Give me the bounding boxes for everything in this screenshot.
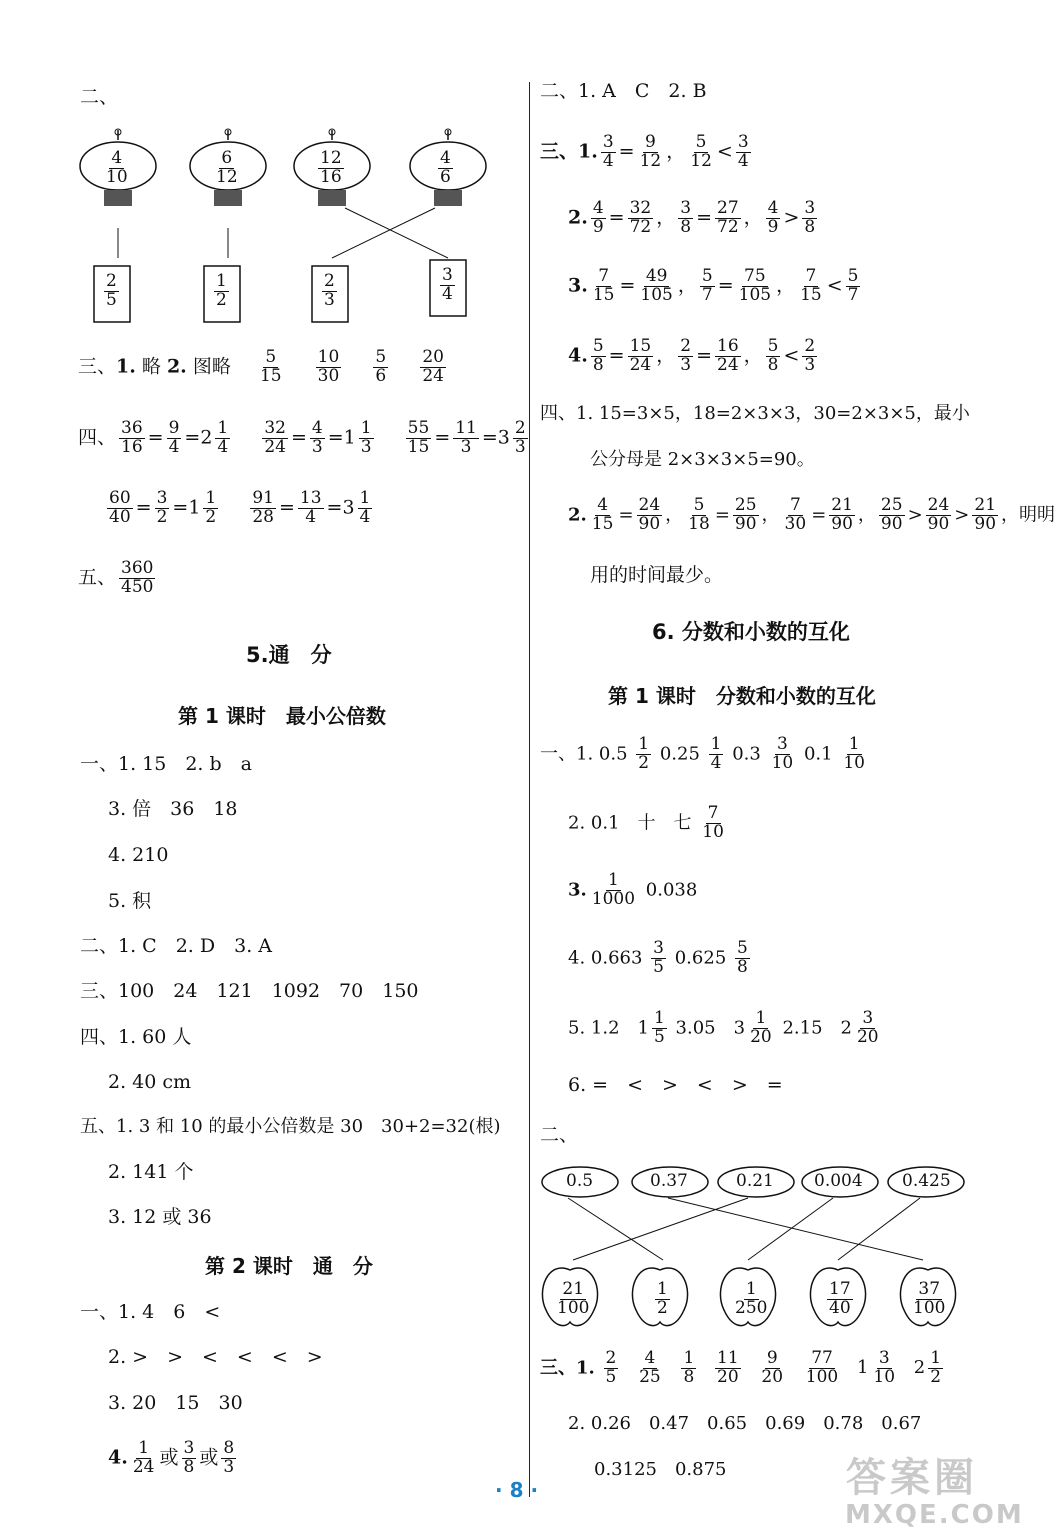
lantern-frac-1: $\frac{4}{10}$ (106, 148, 128, 187)
r-line-7: 公分母是 2×3×3×5=90。 (590, 449, 815, 470)
q-line-6: 6. = < > < > = (568, 1074, 783, 1096)
left-line-1: 二、 (80, 86, 119, 108)
q-line-8: 三、1. $\frac{2}{5}$ $\frac{4}{25}$ $\frac{1}{8}$ $\frac{11}{20}$ $\frac{9}{20}$ $\frac{77}{100}$ 1 $\frac{3}{10}$ 2 $\frac{1}{2}$ (540, 1348, 942, 1387)
s1-line-4: 5. 积 (108, 890, 152, 912)
oval-4: 0.004 (814, 1171, 863, 1191)
s1-line-1: 一、1. 15 2. b a (80, 753, 253, 775)
left-line-6: 五、 $\frac{360}{450}$ (78, 558, 154, 597)
match-line-4 (332, 208, 435, 258)
column-divider (529, 82, 530, 1497)
r-line-2: 三、1. $\frac{3}{4}$ = $\frac{9}{12}$ ， $\frac{5}{12}$ < $\frac{3}{4}$ (540, 132, 749, 171)
s2-line-1: 一、1. 4 6 < (80, 1301, 221, 1323)
s1-line-5: 二、1. C 2. D 3. A (80, 935, 272, 957)
watermark-url: MXQE.COM (845, 1500, 1024, 1530)
s2-line-2: 2. > > < < < > (108, 1346, 323, 1368)
card-frac-3: $\frac{2}{3}$ (324, 271, 335, 310)
r-line-8: 2. $\frac{4}{15}$ = $\frac{24}{90}$ ， $\frac{5}{18}$ = $\frac{25}{90}$ ， $\frac{7}{30}$ = $\frac{21}{90}$ ， $\frac{25}{90}$ > $\frac{24}{90}$ > $\frac{21}{90}$ ，明明 (568, 495, 1055, 534)
q-line-9: 2. 0.26 0.47 0.65 0.69 0.78 0.67 (568, 1413, 922, 1434)
section-5-title: 5.通 分 (246, 643, 332, 667)
left-line-4: 四、 $\frac{36}{16}$ = $\frac{9}{4}$ =2 $\frac{1}{4}$ $\frac{32}{24}$ = $\frac{4}{3}$ =1 $\frac{1}{3}$ $\frac{55}{15}$ = $\frac{11}{3}$ =3 $\frac{2}{3}$ (78, 418, 526, 457)
card-frac-1: $\frac{2}{5}$ (106, 271, 117, 310)
card-frac-2: $\frac{1}{2}$ (216, 271, 227, 310)
s1-line-2: 3. 倍 36 18 (108, 798, 238, 820)
lantern-matching-diagram (70, 128, 490, 328)
q-line-3: 3. $\frac{1}{1000}$ 0.038 (568, 870, 698, 909)
lesson-6-1-title: 第 1 课时 分数和小数的互化 (608, 684, 876, 708)
q-line-10: 0.3125 0.875 (594, 1459, 727, 1480)
s1-line-9: 五、1. 3 和 10 的最小公倍数是 30 30+2=32(根) (80, 1116, 501, 1137)
s1-line-10: 2. 141 个 (108, 1161, 194, 1183)
q-line-5: 5. 1.2 1 $\frac{1}{5}$ 3.05 3 $\frac{1}{20}$ 2.15 2 $\frac{3}{20}$ (568, 1008, 879, 1047)
q-line-2: 2. 0.1 十 七 $\frac{7}{10}$ (568, 803, 724, 842)
apple-3: $\frac{1}{250}$ (735, 1279, 768, 1318)
oval-1: 0.5 (566, 1171, 594, 1191)
apple-5: $\frac{37}{100}$ (913, 1279, 946, 1318)
r-line-6: 四、1. 15=3×5，18=2×3×3，30=2×3×5，最小 (540, 403, 970, 424)
r-line-4: 3. $\frac{7}{15}$ = $\frac{49}{105}$ ， $\frac{5}{7}$ = $\frac{75}{105}$ ， $\frac{7}{15}$ < $\frac{5}{7}$ (568, 266, 859, 305)
oval-5: 0.425 (902, 1171, 951, 1191)
apple-1: $\frac{21}{100}$ (557, 1279, 590, 1318)
q-line-7: 二、 (540, 1124, 579, 1146)
s1-line-8: 2. 40 cm (108, 1071, 192, 1093)
s1-line-7: 四、1. 60 人 (80, 1026, 192, 1048)
r-line-1: 二、1. A C 2. B (540, 80, 707, 102)
lantern-frac-4: $\frac{4}{6}$ (440, 148, 451, 187)
card-frac-4: $\frac{3}{4}$ (442, 265, 453, 304)
oval-3: 0.21 (736, 1171, 774, 1191)
apple-4: $\frac{17}{40}$ (829, 1279, 851, 1318)
s2-line-3: 3. 20 15 30 (108, 1392, 243, 1414)
lesson-2-title: 第 2 课时 通 分 (205, 1254, 373, 1278)
s1-line-3: 4. 210 (108, 844, 169, 866)
page-number: · 8 · (495, 1478, 539, 1502)
oval-2: 0.37 (650, 1171, 688, 1191)
s1-line-6: 三、100 24 121 1092 70 150 (80, 980, 419, 1002)
lantern-frac-3: $\frac{12}{16}$ (320, 148, 342, 187)
q-line-1: 一、1. 0.5 $\frac{1}{2}$ 0.25 $\frac{1}{4}$ 0.3 $\frac{3}{10}$ 0.1 $\frac{1}{10}$ (540, 734, 865, 773)
match-line-3 (345, 208, 448, 258)
lesson-1-title: 第 1 课时 最小公倍数 (178, 704, 386, 728)
r-line-3: 2. $\frac{4}{9}$ = $\frac{32}{72}$ ， $\frac{3}{8}$ = $\frac{27}{72}$ ， $\frac{4}{9}$ > $\frac{3}{8}$ (568, 198, 816, 237)
apple-2: $\frac{1}{2}$ (657, 1279, 668, 1318)
section-6-title: 6. 分数和小数的互化 (652, 620, 850, 644)
r-line-5: 4. $\frac{5}{8}$ = $\frac{15}{24}$ ， $\frac{2}{3}$ = $\frac{16}{24}$ ， $\frac{5}{8}$ < $\frac{2}{3}$ (568, 336, 816, 375)
lantern-frac-2: $\frac{6}{12}$ (216, 148, 238, 187)
s1-line-11: 3. 12 或 36 (108, 1206, 212, 1228)
r-line-9: 用的时间最少。 (590, 564, 724, 586)
left-line-3: 三、1. 略 2. 图略 $\frac{5}{15}$ $\frac{10}{30}$ $\frac{5}{6}$ $\frac{20}{24}$ (78, 347, 444, 386)
watermark-logo: 答案圈 (846, 1455, 978, 1501)
left-line-5: $\frac{60}{40}$ = $\frac{3}{2}$ =1 $\frac{1}{2}$ $\frac{91}{28}$ = $\frac{13}{4}$ =3 $\frac{1}{4}$ (109, 488, 371, 527)
s2-line-4: 4. $\frac{1}{24}$ 或 $\frac{3}{8}$ 或 $\frac{8}{3}$ (108, 1438, 235, 1477)
q-line-4: 4. 0.663 $\frac{3}{5}$ 0.625 $\frac{5}{8}$ (568, 938, 748, 977)
